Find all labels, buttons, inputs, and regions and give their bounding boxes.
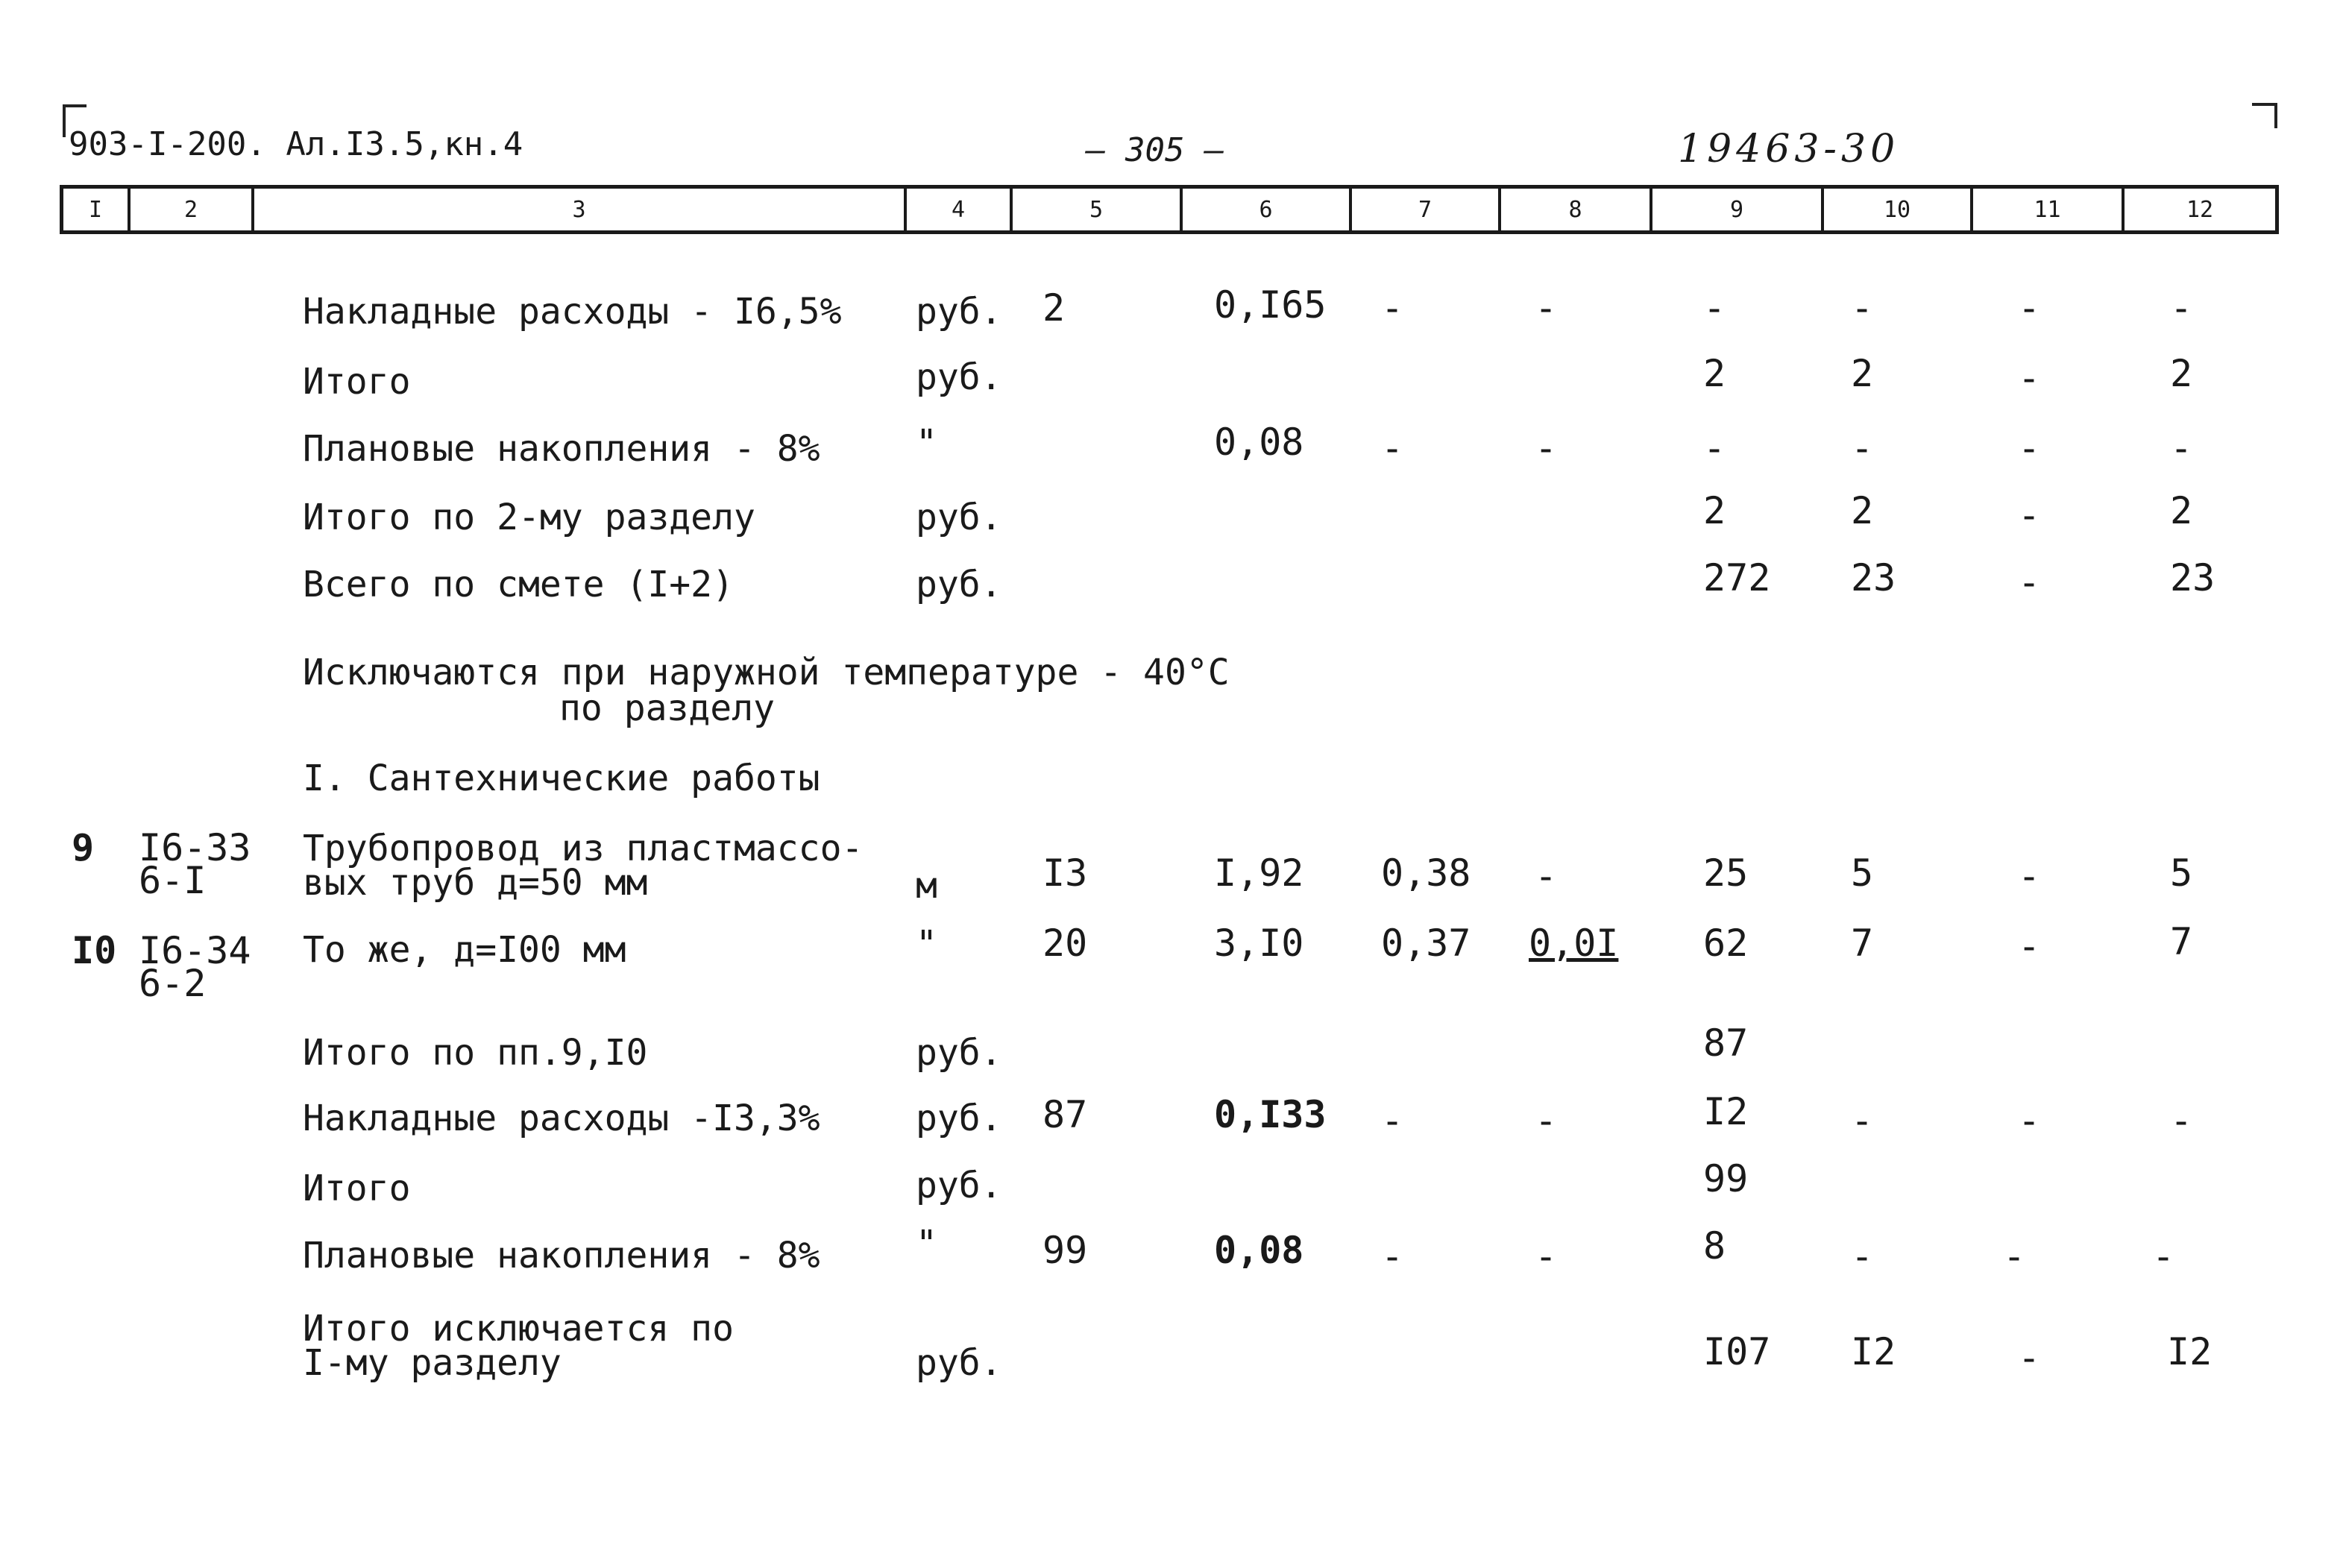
section-note-line2: по разделу xyxy=(559,687,775,729)
corner-mark-right xyxy=(2252,103,2277,128)
row-description: Трубопровод из пластмассо- xyxy=(303,828,864,869)
cell-col12: - xyxy=(2170,286,2193,330)
row-description: Итого xyxy=(303,361,411,403)
cell-col11: - xyxy=(2018,1336,2041,1379)
cell-col11: - xyxy=(2018,426,2041,470)
column-number: 8 xyxy=(1501,189,1652,230)
row-unit: " xyxy=(916,422,937,464)
row-description: Итого по 2-му разделу xyxy=(303,497,755,538)
column-number: 6 xyxy=(1183,189,1352,230)
row-description-line2: I-му разделу xyxy=(303,1342,562,1384)
row-description-line2: вых труб д=50 мм xyxy=(303,862,648,904)
cell-col9: 25 xyxy=(1703,851,1749,895)
cell-col11: - xyxy=(2018,356,2041,400)
cell-col9: - xyxy=(1703,426,1726,470)
column-number: 2 xyxy=(130,189,254,230)
row-code-line2: 6-I xyxy=(139,859,207,902)
column-number: I xyxy=(63,189,130,230)
cell-col9: I2 xyxy=(1703,1090,1749,1133)
cell-col12: 7 xyxy=(2170,920,2193,963)
cell-col12: 2 xyxy=(2170,489,2193,532)
row-unit: м xyxy=(916,865,937,907)
cell-col9: 8 xyxy=(1703,1224,1726,1268)
cell-col8: 0,0I xyxy=(1529,922,1619,965)
cell-col6: 0,I65 xyxy=(1214,283,1327,327)
cell-col10: 7 xyxy=(1851,922,1874,965)
row-unit: руб. xyxy=(916,564,1002,605)
cell-col7: 0,37 xyxy=(1381,922,1471,965)
handwritten-code: 19463-30 xyxy=(1678,127,1900,171)
column-number: 11 xyxy=(1973,189,2125,230)
cell-col9: 87 xyxy=(1703,1021,1749,1065)
cell-col12: 23 xyxy=(2170,556,2215,599)
cell-col12: - xyxy=(2152,1235,2175,1278)
cell-col9: 62 xyxy=(1703,922,1749,965)
cell-col12: 5 xyxy=(2170,851,2193,895)
cell-col9: 99 xyxy=(1703,1157,1749,1200)
section-title: I. Сантехнические работы xyxy=(303,758,820,799)
cell-col7: - xyxy=(1381,286,1404,330)
row-unit: руб. xyxy=(916,291,1002,333)
cell-col5: 2 xyxy=(1042,286,1066,330)
column-number: 10 xyxy=(1824,189,1973,230)
row-unit: руб. xyxy=(916,497,1002,538)
cell-col10: - xyxy=(1851,1099,1874,1142)
row-description: Накладные расходы -I3,3% xyxy=(303,1098,820,1139)
cell-col11: - xyxy=(2018,1099,2041,1142)
cell-col11: - xyxy=(2018,286,2041,330)
row-code: I6-33 xyxy=(139,826,251,869)
column-number: 5 xyxy=(1013,189,1183,230)
row-code-line2: 6-2 xyxy=(139,962,207,1005)
document-reference: 903-I-200. Ал.I3.5,кн.4 xyxy=(69,125,523,163)
row-description: Итого исключается по xyxy=(303,1308,734,1350)
cell-col6: 0,08 xyxy=(1214,421,1304,464)
row-description: Плановые накопления - 8% xyxy=(303,1235,820,1276)
cell-col5: I3 xyxy=(1042,851,1088,895)
cell-col8: - xyxy=(1535,1099,1558,1142)
row-unit: руб. xyxy=(916,1098,1002,1139)
row-description: Накладные расходы - I6,5% xyxy=(303,291,842,333)
cell-col8: - xyxy=(1535,1235,1558,1278)
cell-col10: - xyxy=(1851,286,1874,330)
column-number: 3 xyxy=(254,189,907,230)
cell-col7: - xyxy=(1381,1099,1404,1142)
cell-col9: 2 xyxy=(1703,489,1726,532)
cell-col5: 87 xyxy=(1042,1093,1088,1136)
cell-col10: 2 xyxy=(1851,352,1874,395)
cell-col10: - xyxy=(1851,426,1874,470)
cell-col6: I,92 xyxy=(1214,851,1304,895)
cell-col9: 272 xyxy=(1703,556,1771,599)
cell-col11: - xyxy=(2018,494,2041,537)
cell-col12: 2 xyxy=(2170,352,2193,395)
cell-col6: 0,08 xyxy=(1214,1229,1304,1272)
row-unit: руб. xyxy=(916,1342,1002,1384)
row-unit: " xyxy=(916,923,937,965)
cell-col5: 20 xyxy=(1042,922,1088,965)
row-unit: руб. xyxy=(916,1165,1002,1206)
row-unit: руб. xyxy=(916,1032,1002,1074)
cell-col10: 23 xyxy=(1851,556,1896,599)
row-unit: руб. xyxy=(916,356,1002,398)
row-description: Всего по смете (I+2) xyxy=(303,564,734,605)
cell-col8: - xyxy=(1535,854,1558,898)
cell-col10: - xyxy=(1851,1235,1874,1278)
row-code: I6-34 xyxy=(139,929,251,972)
cell-col10: I2 xyxy=(1851,1330,1896,1373)
column-number-bar xyxy=(60,185,2279,234)
row-number: I0 xyxy=(72,929,117,972)
row-number: 9 xyxy=(72,826,95,869)
cell-col5: 99 xyxy=(1042,1229,1088,1272)
row-description: Плановые накопления - 8% xyxy=(303,428,820,470)
cell-col12: - xyxy=(2170,1099,2193,1142)
column-number: 7 xyxy=(1352,189,1501,230)
row-description: То же, д=I00 мм xyxy=(303,929,626,971)
cell-col6: 0,I33 xyxy=(1214,1093,1327,1136)
cell-col8: - xyxy=(1535,286,1558,330)
cell-col9: - xyxy=(1703,286,1726,330)
cell-col7: 0,38 xyxy=(1381,851,1471,895)
cell-col11: - xyxy=(2003,1235,2026,1278)
row-unit: " xyxy=(916,1223,937,1265)
row-description: Итого по пп.9,I0 xyxy=(303,1032,648,1074)
cell-col11: - xyxy=(2018,854,2041,898)
cell-col6: 3,I0 xyxy=(1214,922,1304,965)
column-number: 12 xyxy=(2186,196,2214,223)
cell-col12: - xyxy=(2170,426,2193,470)
column-number: 9 xyxy=(1652,189,1824,230)
section-note: Исключаются при наружной температуре - 40°C xyxy=(303,652,1230,693)
cell-col10: 5 xyxy=(1851,851,1874,895)
page-number: — 305 — xyxy=(1086,131,1224,169)
cell-col8: - xyxy=(1535,426,1558,470)
cell-col9: 2 xyxy=(1703,352,1726,395)
cell-col7: - xyxy=(1381,426,1404,470)
cell-col7: - xyxy=(1381,1235,1404,1278)
cell-col12: I2 xyxy=(2167,1330,2213,1373)
cell-col11: - xyxy=(2018,561,2041,604)
row-description: Итого xyxy=(303,1168,411,1209)
cell-col9: I07 xyxy=(1703,1330,1771,1373)
cell-col11: - xyxy=(2018,925,2041,968)
column-number: 4 xyxy=(907,189,1013,230)
cell-col10: 2 xyxy=(1851,489,1874,532)
